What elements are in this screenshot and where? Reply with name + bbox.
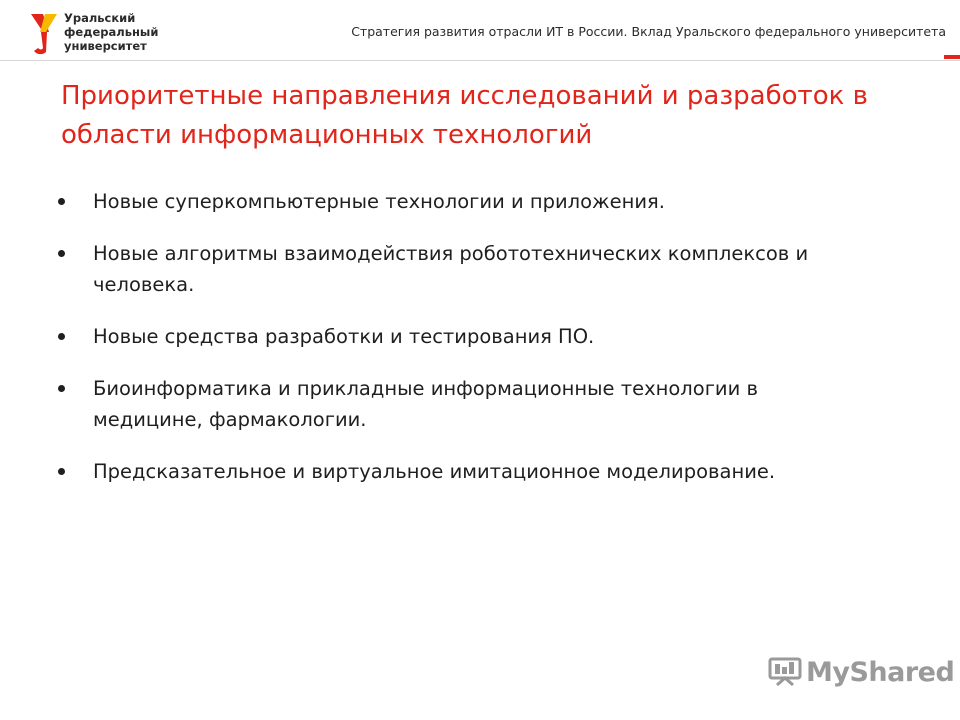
bullet-dot xyxy=(58,468,65,475)
bullet-list xyxy=(57,186,857,508)
logo-line-1: Уральский xyxy=(64,11,136,25)
bullet-text: Предсказательное и виртуальное имитационное моделирование. xyxy=(93,460,776,483)
bullet-dot xyxy=(58,250,65,257)
slide-heading: Приоритетные направления исследований и разработок в области информационных технологий xyxy=(61,81,868,150)
bullet-text: Новые алгоритмы взаимодействия робототехнических комплексов и человека. xyxy=(93,242,809,296)
logo-line-3: университет xyxy=(64,39,147,53)
presentation-board-icon xyxy=(768,657,802,687)
header-title: Стратегия развития отрасли ИТ в России. Вклад Уральского федерального университета xyxy=(351,24,946,39)
logo-text xyxy=(64,11,158,53)
urfu-logo xyxy=(29,10,169,56)
bullet-text: Новые средства разработки и тестирования ПО. xyxy=(93,325,595,348)
bullet-text: Новые суперкомпьютерные технологии и приложения. xyxy=(93,190,665,213)
bullet-text: Биоинформатика и прикладные информационные технологии в медицине, фармакологии. xyxy=(93,377,758,431)
myshared-watermark xyxy=(768,652,954,692)
header-accent-bar xyxy=(944,55,960,59)
urfu-logo-mark xyxy=(29,10,59,56)
logo-line-2: федеральный xyxy=(64,25,159,39)
bullet-item xyxy=(57,373,857,435)
bullet-dot xyxy=(58,385,65,392)
bullet-dot xyxy=(58,198,65,205)
header-divider xyxy=(0,60,960,61)
bullet-dot xyxy=(58,333,65,340)
bullet-item xyxy=(57,321,857,352)
watermark-text: MyShared xyxy=(806,656,955,688)
bullet-item xyxy=(57,186,857,217)
bullet-item xyxy=(57,238,857,300)
bullet-item xyxy=(57,456,857,487)
